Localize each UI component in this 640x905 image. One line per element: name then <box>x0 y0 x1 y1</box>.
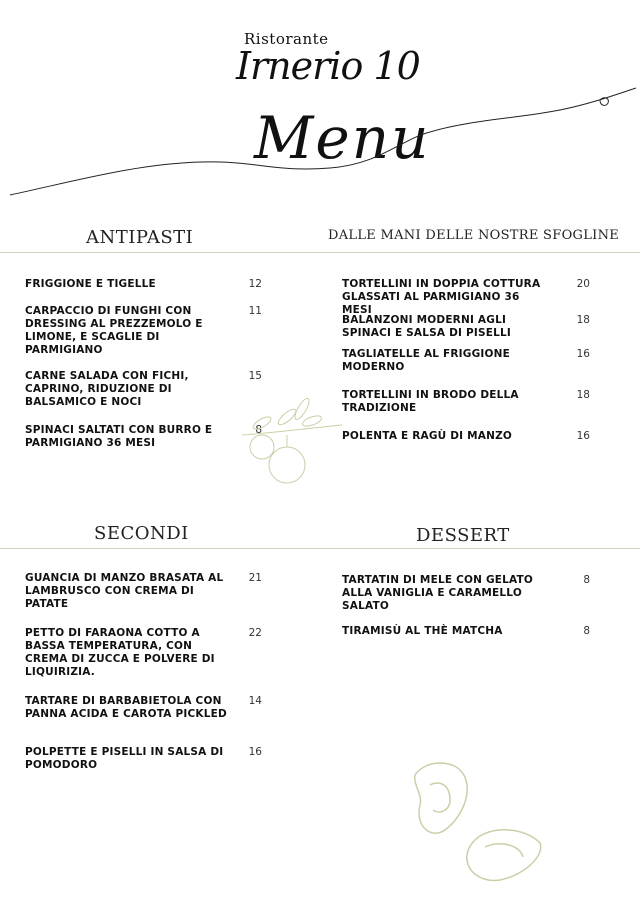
menu-item-price: 15 <box>248 370 262 382</box>
menu-item-price: 16 <box>576 348 590 360</box>
menu-item-price: 21 <box>248 572 262 584</box>
menu-item-name: BALANZONI MODERNI AGLI SPINACI E SALSA DI PISELLI <box>342 314 512 339</box>
menu-item-name: TARTARE DI BARBABIETOLA CON PANNA ACIDA E CAROTA PICKLED <box>25 695 227 720</box>
menu-item-name: SPINACI SALTATI CON BURRO E PARMIGIANO 36 MESI <box>25 424 213 449</box>
section-divider <box>0 252 640 253</box>
menu-item-name: TORTELLINI IN BRODO DELLA TRADIZIONE <box>342 389 519 414</box>
section-title-antipasti: ANTIPASTI <box>86 227 194 248</box>
menu-item-name: PETTO DI FARAONA COTTO A BASSA TEMPERATURA, CON CREMA DI ZUCCA E POLVERE DI LIQUIRIZIA. <box>25 627 215 678</box>
menu-item-price: 18 <box>576 314 590 326</box>
flourish-line-icon <box>0 0 640 200</box>
menu-item-name: POLPETTE E PISELLI IN SALSA DI POMODORO <box>25 746 224 771</box>
menu-item-price: 8 <box>583 625 590 637</box>
menu-item-name: TIRAMISÙ AL THÈ MATCHA <box>342 625 503 637</box>
section-divider <box>0 548 640 549</box>
menu-item-name: CARNE SALADA CON FICHI, CAPRINO, RIDUZIONE DI BALSAMICO E NOCI <box>25 370 189 408</box>
menu-title: Menu <box>254 104 431 172</box>
menu-item-price: 12 <box>248 278 262 290</box>
brand-name: Irnerio 10 <box>236 44 420 88</box>
menu-item-name: TARTATIN DI MELE CON GELATO ALLA VANIGLIA E CARAMELLO SALATO <box>342 574 534 612</box>
menu-item-price: 8 <box>255 424 262 436</box>
menu-item-price: 11 <box>248 305 262 317</box>
brand-prefix: Ristorante <box>244 30 329 48</box>
menu-item-price: 14 <box>248 695 262 707</box>
olive-branch-icon <box>232 395 352 495</box>
section-title-dessert: DESSERT <box>416 525 510 546</box>
menu-item-name: CARPACCIO DI FUNGHI CON DRESSING AL PREZZEMOLO E LIMONE, E SCAGLIE DI PARMIGIANO <box>25 305 203 356</box>
menu-item-price: 20 <box>576 278 590 290</box>
section-title-sfogline: DALLE MANI DELLE NOSTRE SFOGLINE <box>328 228 620 243</box>
menu-item-name: FRIGGIONE E TIGELLE <box>25 278 156 290</box>
menu-item-name: GUANCIA DI MANZO BRASATA AL LAMBRUSCO CON CREMA DI PATATE <box>25 572 224 610</box>
menu-item-name: TAGLIATELLE AL FRIGGIONE MODERNO <box>342 348 511 373</box>
menu-item-price: 22 <box>248 627 262 639</box>
menu-item-name: POLENTA E RAGÙ DI MANZO <box>342 430 513 442</box>
menu-item-price: 18 <box>576 389 590 401</box>
tortellini-icon <box>405 755 555 895</box>
menu-item-price: 16 <box>576 430 590 442</box>
section-title-secondi: SECONDI <box>94 523 189 544</box>
menu-item-name: TORTELLINI IN DOPPIA COTTURA GLASSATI AL PARMIGIANO 36 MESI <box>342 278 541 316</box>
menu-item-price: 8 <box>583 574 590 586</box>
menu-item-price: 16 <box>248 746 262 758</box>
